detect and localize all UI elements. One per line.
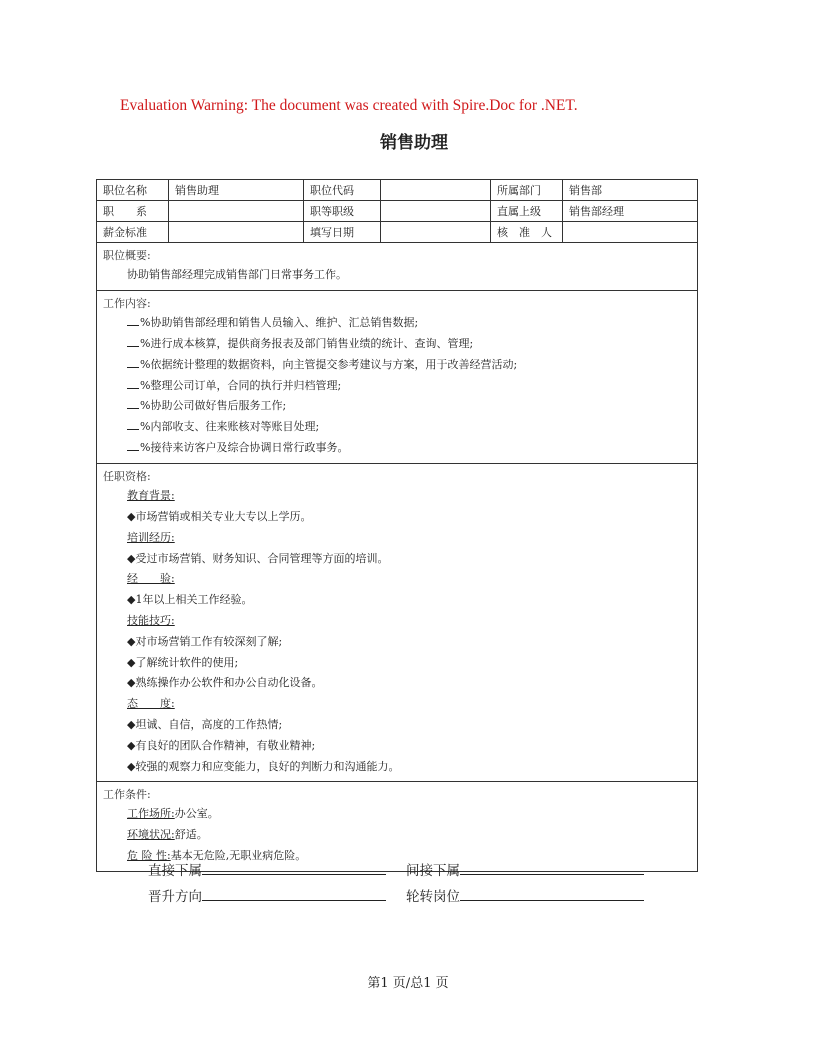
label-position-code: 职位代码 — [304, 180, 381, 201]
rotation-position-field[interactable] — [406, 884, 644, 905]
list-item: ◆较强的观察力和应变能力，良好的判断力和沟通能力。 — [127, 759, 400, 773]
percent-blank — [127, 356, 139, 368]
qualifications-heading: 任职资格: — [103, 470, 151, 484]
value-supervisor: 销售部经理 — [563, 201, 698, 222]
table-row — [97, 222, 698, 243]
label-fill-date: 填写日期 — [304, 222, 381, 243]
document-title: 销售助理 — [380, 133, 448, 153]
overview-text: 协助销售部经理完成销售部门日常事务工作。 — [127, 268, 347, 281]
percent-blank — [127, 439, 139, 451]
value-position-name: 销售助理 — [169, 180, 304, 201]
skills-label: 技能技巧: — [127, 613, 175, 627]
value-department: 销售部 — [563, 180, 698, 201]
percent-blank — [127, 335, 139, 347]
education-label: 教育背景: — [127, 489, 175, 503]
list-item: ◆对市场营销工作有较深刻了解; — [127, 634, 283, 648]
hazard-label: 危 险 性: — [127, 848, 171, 862]
indirect-subordinate-label: 间接下属 — [406, 863, 460, 879]
conditions-heading: 工作条件: — [103, 788, 151, 802]
list-item — [103, 804, 691, 825]
table-row — [97, 201, 698, 222]
footer-fields — [148, 858, 708, 910]
direct-subordinate-label: 直接下属 — [148, 863, 202, 879]
value-job-grade — [381, 201, 491, 222]
value-fill-date — [381, 222, 491, 243]
evaluation-warning: Evaluation Warning: The document was created with Spire.Doc for .NET. — [120, 97, 578, 114]
label-department: 所属部门 — [491, 180, 563, 201]
list-item: %协助销售部经理和销售人员输入、维护、汇总销售数据; — [103, 313, 691, 334]
list-item: %内部收支、往来账核对等账目处理; — [103, 417, 691, 438]
list-item: ◆了解统计软件的使用; — [127, 655, 239, 669]
table-row — [97, 243, 698, 291]
table-row — [97, 464, 698, 782]
environment-label: 环境状况: — [127, 828, 175, 842]
attitude-label: 态 度: — [127, 697, 175, 711]
list-item: ◆坦诚、自信，高度的工作热情; — [127, 717, 283, 731]
label-position-name: 职位名称 — [97, 180, 169, 201]
list-item: ◆有良好的团队合作精神，有敬业精神; — [127, 738, 316, 752]
overview-heading: 职位概要: — [103, 249, 151, 262]
job-description-table — [96, 179, 698, 872]
value-position-code — [381, 180, 491, 201]
label-job-grade: 职等职级 — [304, 201, 381, 222]
label-approver: 核 准 人 — [491, 222, 563, 243]
label-supervisor: 直属上级 — [491, 201, 563, 222]
list-item: ◆熟练操作办公软件和办公自动化设备。 — [127, 676, 323, 690]
direct-subordinate-field[interactable] — [148, 858, 386, 879]
page-number: 第1 页/总1 页 — [367, 976, 449, 991]
value-job-family — [169, 201, 304, 222]
label-job-family: 职 系 — [97, 201, 169, 222]
list-item: ◆市场营销或相关专业大专以上学历。 — [127, 509, 312, 523]
list-item: %依据统计整理的数据资料，向主管提交参考建议与方案，用于改善经营活动; — [103, 355, 691, 376]
work-content-section — [97, 290, 698, 463]
label-salary-standard: 薪金标准 — [97, 222, 169, 243]
list-item — [103, 825, 691, 846]
percent-blank — [127, 397, 139, 409]
table-row — [97, 290, 698, 463]
training-label: 培训经历: — [127, 530, 175, 544]
table-row — [97, 180, 698, 201]
workplace-value: 办公室。 — [174, 807, 219, 821]
direct-subordinate-blank[interactable] — [202, 858, 386, 875]
overview-section — [97, 243, 698, 291]
promotion-direction-field[interactable] — [148, 884, 386, 905]
qualifications-section — [97, 464, 698, 782]
indirect-subordinate-field[interactable] — [406, 858, 644, 879]
rotation-position-label: 轮转岗位 — [406, 889, 460, 905]
value-approver — [563, 222, 698, 243]
experience-label: 经 验: — [127, 572, 175, 586]
list-item: %接待来访客户及综合协调日常行政事务。 — [103, 438, 691, 459]
list-item: %进行成本核算，提供商务报表及部门销售业绩的统计、查询、管理; — [103, 334, 691, 355]
indirect-subordinate-blank[interactable] — [460, 858, 644, 875]
list-item: %协助公司做好售后服务工作; — [103, 396, 691, 417]
environment-value: 舒适。 — [174, 828, 208, 842]
value-salary-standard — [169, 222, 304, 243]
list-item: %整理公司订单，合同的执行并归档管理; — [103, 376, 691, 397]
promotion-direction-label: 晋升方向 — [148, 889, 202, 905]
promotion-direction-blank[interactable] — [202, 884, 386, 901]
rotation-position-blank[interactable] — [460, 884, 644, 901]
percent-blank — [127, 377, 139, 389]
list-item: ◆1年以上相关工作经验。 — [127, 593, 253, 607]
list-item: ◆受过市场营销、财务知识、合同管理等方面的培训。 — [127, 551, 389, 565]
percent-blank — [127, 314, 139, 326]
work-heading: 工作内容: — [103, 296, 151, 310]
workplace-label: 工作场所: — [127, 807, 175, 821]
hazard-value: 基本无危险,无职业病危险。 — [170, 848, 307, 862]
percent-blank — [127, 418, 139, 430]
